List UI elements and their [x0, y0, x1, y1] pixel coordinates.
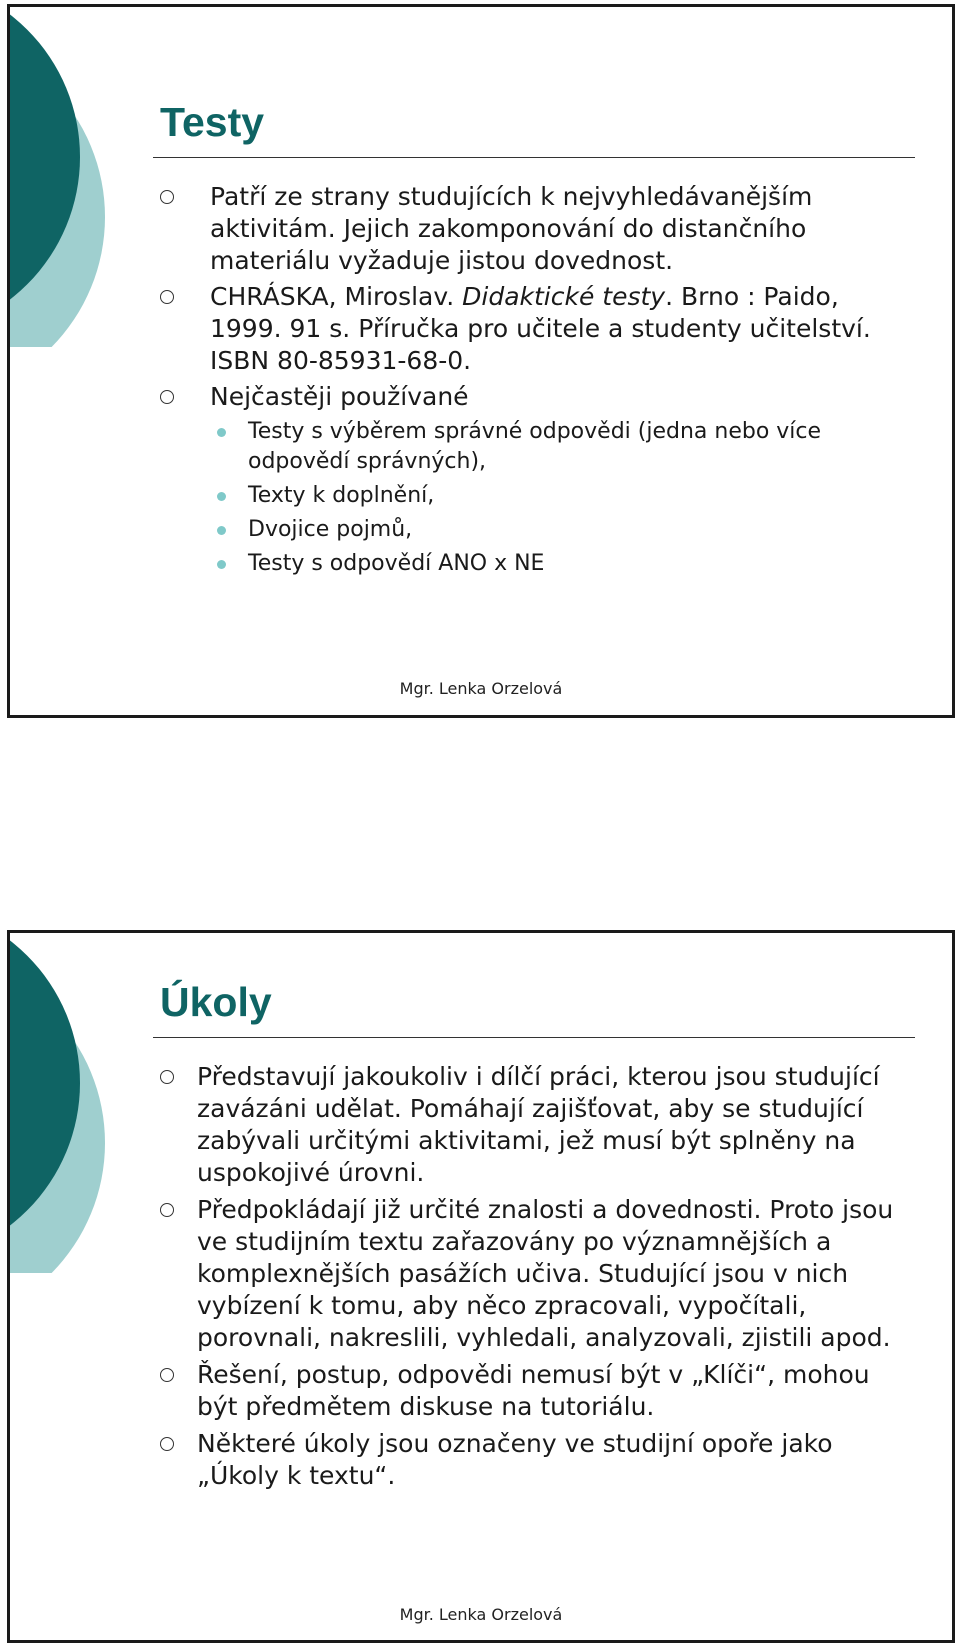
bullet-item: Předpokládají již určité znalosti a dovednosti. Proto jsou ve studijním textu zařazovány po významnějších a komplexnějších pasážích učiva. Studující jsou v nich vybízení k tomu, aby něco zpracovali, vypočítali, porovnali, nakreslili, vyhledali, analyzovali, zjistili apod. [160, 1194, 900, 1354]
slide-footer: Mgr. Lenka Orzelová [399, 1605, 563, 1624]
bullet-item: Představují jakoukoliv i dílčí práci, kterou jsou studující zavázáni udělat. Pomáhají zajišťovat, aby se studující zabývali určitými aktivitami, jež musí být splněny na uspokojivé úrovni. [160, 1061, 900, 1189]
bullet-item: Některé úkoly jsou označeny ve studijní opoře jako „Úkoly k textu“. [160, 1428, 900, 1492]
decorative-circles [10, 933, 130, 1273]
dot-bullet-icon [217, 526, 226, 535]
dot-bullet-icon [217, 428, 226, 437]
circle-bullet-icon [160, 1437, 174, 1451]
slide-footer: Mgr. Lenka Orzelová [399, 679, 563, 698]
bullet-item-citation: CHRÁSKA, Miroslav. Didaktické testy. Brno : Paido, 1999. 91 s. Příručka pro učitele a studenty učitelství. ISBN 80-85931-68-0. [160, 281, 880, 377]
slide-ukoly [7, 930, 955, 1643]
circle-bullet-icon [160, 290, 174, 304]
bullet-list [160, 181, 880, 583]
bullet-list [160, 1061, 900, 1497]
slide-testy [7, 4, 955, 718]
circle-bullet-icon [160, 190, 174, 204]
sub-bullet-item: Dvojice pojmů, [160, 515, 880, 545]
sub-bullet-item: Texty k doplnění, [160, 481, 880, 511]
slide-title: Testy [160, 99, 265, 145]
bullet-item: Patří ze strany studujících k nejvyhledávanějším aktivitám. Jejich zakomponování do distančního materiálu vyžaduje jistou dovednost. [160, 181, 880, 277]
bullet-item: Nejčastěji používané [160, 381, 880, 413]
title-divider [153, 157, 915, 158]
title-divider [153, 1037, 915, 1038]
circle-bullet-icon [160, 1203, 174, 1217]
sub-bullet-item: Testy s odpovědí ANO x NE [160, 549, 880, 579]
slide-title: Úkoly [160, 979, 272, 1025]
bullet-item: Řešení, postup, odpovědi nemusí být v „Klíči“, mohou být předmětem diskuse na tutoriálu. [160, 1359, 900, 1423]
dot-bullet-icon [217, 560, 226, 569]
circle-bullet-icon [160, 1368, 174, 1382]
decorative-circles [10, 7, 130, 347]
circle-bullet-icon [160, 1070, 174, 1084]
dot-bullet-icon [217, 492, 226, 501]
sub-bullet-item: Testy s výběrem správné odpovědi (jedna nebo více odpovědí správných), [160, 417, 880, 477]
circle-bullet-icon [160, 390, 174, 404]
